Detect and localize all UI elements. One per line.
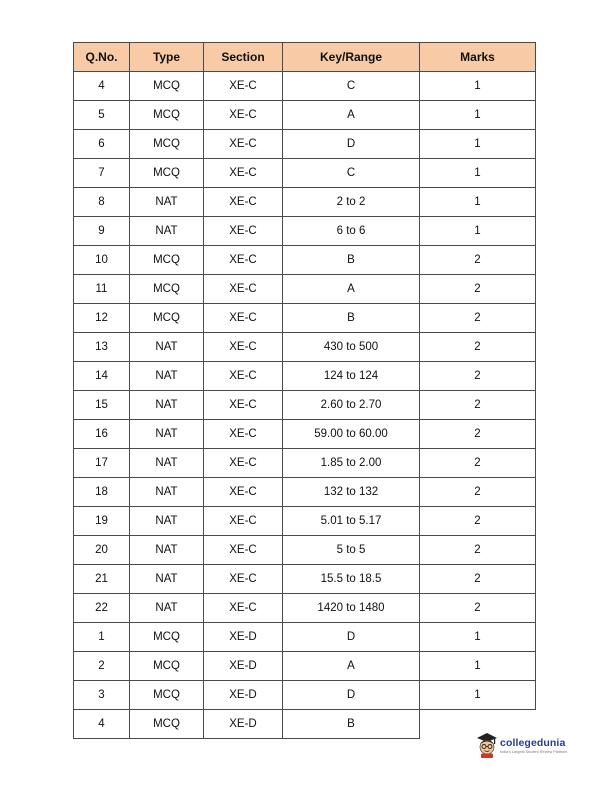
marks-cell: 2 xyxy=(420,275,536,304)
marks-cell: 2 xyxy=(420,449,536,478)
key-range-cell: 6 to 6 xyxy=(283,217,420,246)
section-cell: XE-C xyxy=(204,420,283,449)
table-row xyxy=(74,623,536,652)
section-cell: XE-D xyxy=(204,681,283,710)
qno-cell: 2 xyxy=(74,652,130,681)
section-cell: XE-C xyxy=(204,565,283,594)
type-cell: MCQ xyxy=(130,710,204,739)
qno-cell: 15 xyxy=(74,391,130,420)
qno-cell: 18 xyxy=(74,478,130,507)
section-cell: XE-C xyxy=(204,246,283,275)
key-range-cell: 15.5 to 18.5 xyxy=(283,565,420,594)
answer-key-table-container xyxy=(73,42,535,739)
marks-cell: 1 xyxy=(420,681,536,710)
section-cell: XE-C xyxy=(204,507,283,536)
key-range-cell: A xyxy=(283,275,420,304)
marks-cell: 2 xyxy=(420,391,536,420)
key-range-cell: 1420 to 1480 xyxy=(283,594,420,623)
table-row xyxy=(74,217,536,246)
key-range-cell: 2.60 to 2.70 xyxy=(283,391,420,420)
table-row xyxy=(74,449,536,478)
table-row xyxy=(74,304,536,333)
marks-cell: 1 xyxy=(420,159,536,188)
section-cell: XE-D xyxy=(204,652,283,681)
section-cell: XE-D xyxy=(204,710,283,739)
marks-cell: 1 xyxy=(420,72,536,101)
qno-cell: 1 xyxy=(74,623,130,652)
section-cell: XE-C xyxy=(204,188,283,217)
marks-cell: 1 xyxy=(420,188,536,217)
type-cell: MCQ xyxy=(130,623,204,652)
section-cell: XE-C xyxy=(204,217,283,246)
type-cell: NAT xyxy=(130,507,204,536)
key-range-cell: C xyxy=(283,159,420,188)
section-cell: XE-D xyxy=(204,623,283,652)
type-cell: NAT xyxy=(130,594,204,623)
header-marks: Marks xyxy=(420,43,536,72)
header-key-range: Key/Range xyxy=(283,43,420,72)
table-header-row xyxy=(74,43,536,72)
qno-cell: 14 xyxy=(74,362,130,391)
marks-cell: 2 xyxy=(420,362,536,391)
header-section: Section xyxy=(204,43,283,72)
qno-cell: 13 xyxy=(74,333,130,362)
key-range-cell: 1.85 to 2.00 xyxy=(283,449,420,478)
key-range-cell: 132 to 132 xyxy=(283,478,420,507)
key-range-cell: 430 to 500 xyxy=(283,333,420,362)
table-row xyxy=(74,246,536,275)
section-cell: XE-C xyxy=(204,594,283,623)
qno-cell: 4 xyxy=(74,710,130,739)
key-range-cell: 124 to 124 xyxy=(283,362,420,391)
marks-cell: 2 xyxy=(420,507,536,536)
table-row xyxy=(74,652,536,681)
table-row xyxy=(74,188,536,217)
table-row xyxy=(74,333,536,362)
header-type: Type xyxy=(130,43,204,72)
qno-cell: 7 xyxy=(74,159,130,188)
marks-cell: 1 xyxy=(420,101,536,130)
type-cell: NAT xyxy=(130,536,204,565)
table-row xyxy=(74,72,536,101)
qno-cell: 10 xyxy=(74,246,130,275)
table-row xyxy=(74,130,536,159)
qno-cell: 21 xyxy=(74,565,130,594)
key-range-cell: A xyxy=(283,101,420,130)
section-cell: XE-C xyxy=(204,478,283,507)
type-cell: NAT xyxy=(130,449,204,478)
type-cell: NAT xyxy=(130,478,204,507)
marks-cell: 2 xyxy=(420,333,536,362)
header-qno: Q.No. xyxy=(74,43,130,72)
marks-cell: 2 xyxy=(420,420,536,449)
table-row xyxy=(74,362,536,391)
collegedunia-logo xyxy=(476,732,576,762)
table-row xyxy=(74,159,536,188)
qno-cell: 4 xyxy=(74,72,130,101)
marks-cell: 1 xyxy=(420,623,536,652)
qno-cell: 3 xyxy=(74,681,130,710)
type-cell: MCQ xyxy=(130,652,204,681)
key-range-cell: A xyxy=(283,652,420,681)
key-range-cell: D xyxy=(283,130,420,159)
key-range-cell: B xyxy=(283,304,420,333)
section-cell: XE-C xyxy=(204,101,283,130)
marks-cell: 1 xyxy=(420,217,536,246)
table-row xyxy=(74,565,536,594)
graduate-mascot-icon xyxy=(476,732,498,758)
key-range-cell: 5 to 5 xyxy=(283,536,420,565)
key-range-cell: B xyxy=(283,710,420,739)
table-row xyxy=(74,594,536,623)
table-row xyxy=(74,275,536,304)
qno-cell: 9 xyxy=(74,217,130,246)
marks-cell: 2 xyxy=(420,246,536,275)
table-row xyxy=(74,391,536,420)
qno-cell: 11 xyxy=(74,275,130,304)
type-cell: NAT xyxy=(130,362,204,391)
type-cell: MCQ xyxy=(130,101,204,130)
table-row xyxy=(74,507,536,536)
key-range-cell: D xyxy=(283,681,420,710)
type-cell: MCQ xyxy=(130,681,204,710)
table-row xyxy=(74,101,536,130)
qno-cell: 6 xyxy=(74,130,130,159)
key-range-cell: B xyxy=(283,246,420,275)
table-row xyxy=(74,478,536,507)
type-cell: NAT xyxy=(130,217,204,246)
type-cell: MCQ xyxy=(130,72,204,101)
key-range-cell: D xyxy=(283,623,420,652)
section-cell: XE-C xyxy=(204,362,283,391)
table-row xyxy=(74,710,536,739)
type-cell: NAT xyxy=(130,333,204,362)
section-cell: XE-C xyxy=(204,275,283,304)
key-range-cell: C xyxy=(283,72,420,101)
qno-cell: 20 xyxy=(74,536,130,565)
qno-cell: 19 xyxy=(74,507,130,536)
section-cell: XE-C xyxy=(204,391,283,420)
type-cell: MCQ xyxy=(130,159,204,188)
qno-cell: 5 xyxy=(74,101,130,130)
section-cell: XE-C xyxy=(204,72,283,101)
section-cell: XE-C xyxy=(204,159,283,188)
marks-cell: 2 xyxy=(420,536,536,565)
marks-cell: 1 xyxy=(420,130,536,159)
section-cell: XE-C xyxy=(204,304,283,333)
answer-key-table xyxy=(73,42,536,739)
table-row xyxy=(74,681,536,710)
qno-cell: 17 xyxy=(74,449,130,478)
type-cell: NAT xyxy=(130,565,204,594)
marks-cell: 2 xyxy=(420,594,536,623)
type-cell: MCQ xyxy=(130,304,204,333)
qno-cell: 16 xyxy=(74,420,130,449)
table-row xyxy=(74,536,536,565)
qno-cell: 12 xyxy=(74,304,130,333)
type-cell: NAT xyxy=(130,391,204,420)
table-row xyxy=(74,420,536,449)
qno-cell: 22 xyxy=(74,594,130,623)
type-cell: MCQ xyxy=(130,246,204,275)
type-cell: NAT xyxy=(130,188,204,217)
section-cell: XE-C xyxy=(204,449,283,478)
section-cell: XE-C xyxy=(204,536,283,565)
table-body xyxy=(74,72,536,739)
section-cell: XE-C xyxy=(204,333,283,362)
qno-cell: 8 xyxy=(74,188,130,217)
marks-cell: 1 xyxy=(420,652,536,681)
type-cell: MCQ xyxy=(130,275,204,304)
section-cell: XE-C xyxy=(204,130,283,159)
key-range-cell: 5.01 to 5.17 xyxy=(283,507,420,536)
logo-tagline: India's Largest Student Review Platform xyxy=(500,750,568,754)
marks-cell: 2 xyxy=(420,478,536,507)
type-cell: MCQ xyxy=(130,130,204,159)
marks-cell: 2 xyxy=(420,304,536,333)
key-range-cell: 2 to 2 xyxy=(283,188,420,217)
type-cell: NAT xyxy=(130,420,204,449)
marks-cell: 2 xyxy=(420,565,536,594)
key-range-cell: 59.00 to 60.00 xyxy=(283,420,420,449)
logo-name: collegedunia xyxy=(500,737,566,749)
